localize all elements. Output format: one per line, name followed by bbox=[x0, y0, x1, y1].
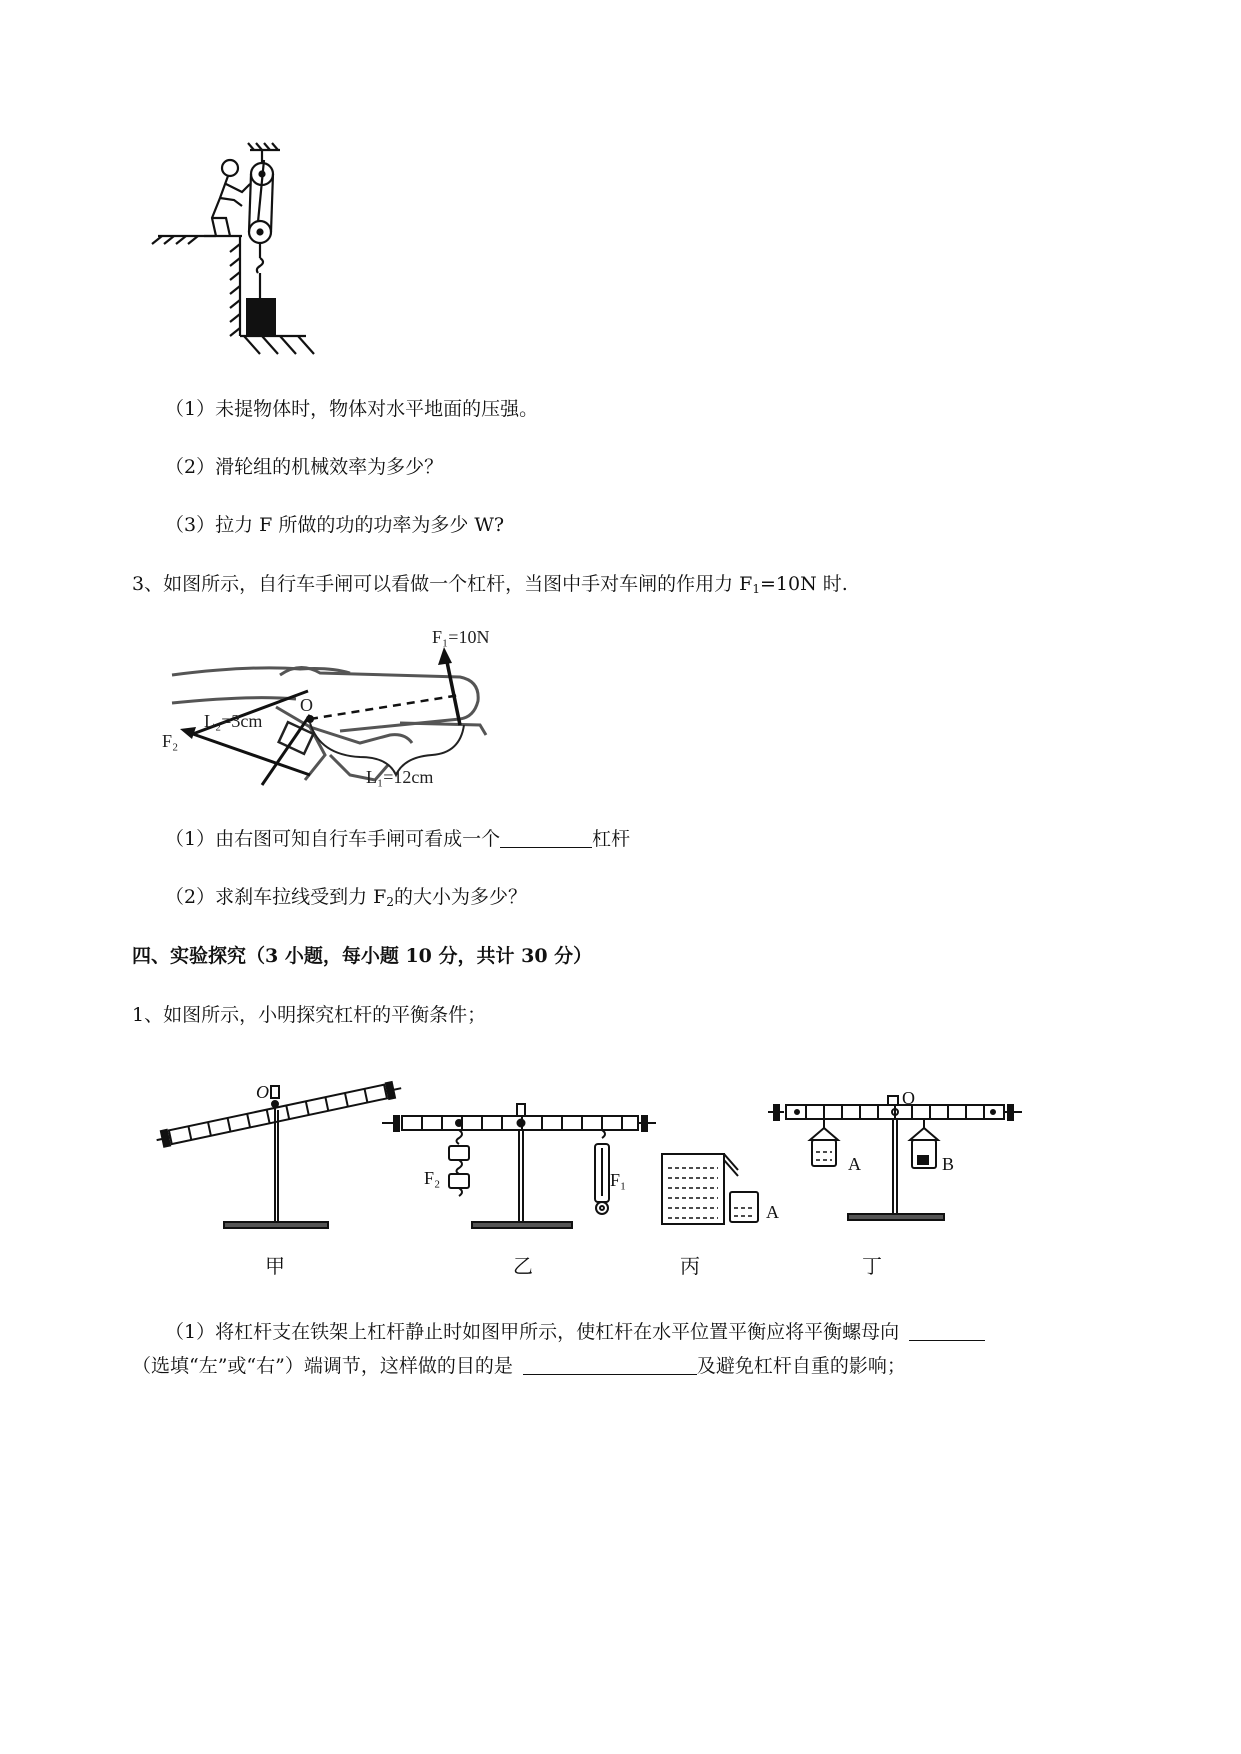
overflow-cup-bing bbox=[662, 1154, 758, 1224]
brake-lever-figure bbox=[160, 615, 505, 800]
q2-sub2: （2）滑轮组的机械效率为多少？ bbox=[165, 456, 444, 478]
q3-sub1-text: （1）由右图可知自行车手闸可看成一个 bbox=[165, 828, 501, 850]
pulley-figure bbox=[150, 140, 330, 362]
a-label-ding: A bbox=[848, 1154, 861, 1174]
section4-heading: 四、实验探究（3 小题，每小题 10 分，共计 30 分） bbox=[132, 945, 593, 967]
f1-label-yi: F₁ bbox=[610, 1170, 627, 1190]
section4-q1-sub1-text2: （选填“左”或“右”）端调节，这样做的目的是 bbox=[132, 1355, 513, 1377]
q3-stem-text-end: =10N 时. bbox=[759, 573, 848, 595]
section4-q1-stem: 1、如图所示，小明探究杠杆的平衡条件； bbox=[132, 1004, 487, 1026]
lever-yi bbox=[382, 1104, 656, 1228]
q3-sub2-subscript: 2 bbox=[386, 895, 394, 909]
l1-label: L₁=12cm bbox=[366, 767, 434, 787]
q3-stem-text: 3、如图所示，自行车手闸可以看做一个杠杆，当图中手对车闸的作用力 F bbox=[132, 573, 753, 595]
caption-jia: 甲 bbox=[265, 1254, 285, 1278]
caption-bing: 丙 bbox=[680, 1254, 700, 1278]
q3-sub2-text: （2）求刹车拉线受到力 F bbox=[165, 886, 387, 908]
q3-sub1-answer-blank[interactable] bbox=[500, 827, 592, 848]
q3-stem bbox=[132, 572, 848, 601]
q3-sub2 bbox=[165, 885, 527, 914]
o-label-jia: O bbox=[256, 1082, 269, 1102]
o-label: O bbox=[300, 695, 313, 715]
f1-label: F₁=10N bbox=[432, 627, 490, 647]
direction-answer-blank[interactable] bbox=[909, 1320, 985, 1341]
o-label-ding: O bbox=[902, 1088, 915, 1108]
lever-jia bbox=[155, 1080, 403, 1228]
section4-q1-sub1-text3: 及避免杠杆自重的影响； bbox=[696, 1355, 906, 1377]
section4-q1-sub1-line1 bbox=[165, 1320, 985, 1344]
section4-q1-sub1-line2 bbox=[132, 1354, 906, 1378]
f2-label: F₂ bbox=[162, 731, 179, 751]
l2-label: L₂=3cm bbox=[204, 711, 263, 731]
a-label-bing: A bbox=[766, 1202, 779, 1222]
q3-sub1-text-end: 杠杆 bbox=[592, 828, 631, 850]
q2-sub1: （1）未提物体时，物体对水平地面的压强。 bbox=[165, 398, 539, 420]
q3-sub1 bbox=[165, 827, 630, 851]
q3-stem-subscript: 1 bbox=[752, 582, 760, 596]
q2-sub3: （3）拉力 F 所做的功的功率为多少 W? bbox=[165, 514, 505, 536]
caption-yi: 乙 bbox=[513, 1254, 533, 1278]
q3-sub2-text-end: 的大小为多少？ bbox=[393, 886, 527, 908]
section4-q1-sub1-text: （1）将杠杆支在铁架上杠杆静止时如图甲所示，使杠杆在水平位置平衡应将平衡螺母向 bbox=[165, 1321, 900, 1343]
f2-label-yi: F₂ bbox=[424, 1168, 441, 1188]
lever-ding bbox=[768, 1096, 1022, 1220]
b-label-ding: B bbox=[942, 1154, 955, 1174]
purpose-answer-blank[interactable] bbox=[523, 1354, 697, 1375]
lever-experiment-figure bbox=[150, 1060, 1040, 1240]
caption-ding: 丁 bbox=[862, 1254, 882, 1278]
